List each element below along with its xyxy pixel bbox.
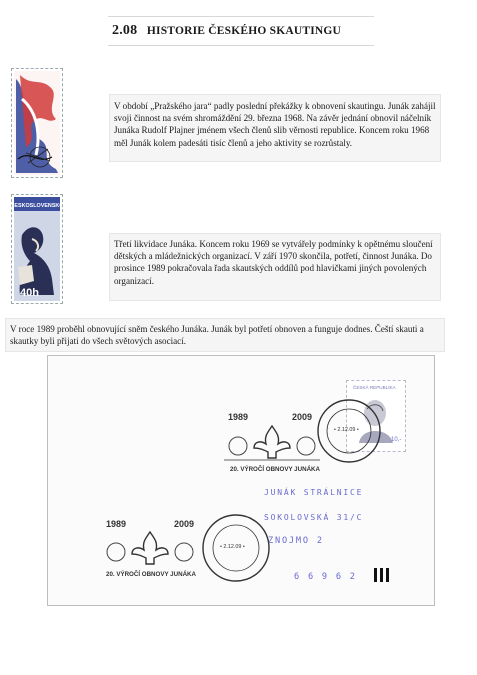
postmark-upper-date: • 2.12.09 • [334, 427, 359, 433]
stamp-40h-value: 40h [20, 287, 39, 299]
address-postcode: 6 6 9 6 2 [294, 572, 357, 582]
fleur-de-lis-icon [102, 528, 198, 568]
cancel-1-year-left: 1989 [228, 412, 249, 422]
code-bar [380, 568, 383, 582]
section-2-text: Třetí likvidace Junáka. Koncem roku 1969 se vytvářely podmínky k opětnému sloučení dětských a mládežnických organizací. V září 1970 skončila, potřetí, činnost Junáka. Do prosince 1989 pokračovala řada skautských oddílů pod hlavičkami jiných povolených organizací. [114, 239, 433, 286]
section-3-text: V roce 1989 proběhl obnovující sněm českého Junáka. Junák byl potřetí obnoven a funguje dodnes. Čeští skauti a skautky byli přijati do všech světových asociací. [10, 324, 424, 347]
stamp-40h-country: ČESKOSLOVENSKO [12, 203, 62, 209]
code-bar [386, 568, 389, 582]
cancel-2-caption: 20. VÝROČÍ OBNOVY JUNÁKA [106, 571, 196, 578]
section-1-text: V období „Pražského jara“ padly poslední překážky k obnovení skautingu. Junák zahájil svoji činnost na svém shromáždění 29. března 1968. Na závěr jednání obnovil náčelník Junáka Rudolf Plajner jménem všech členů slib věrnosti republice. Koncem roku 1968 měl Junák kolem padesáti tisíc členů a jeho aktivity se rozrůstaly. [114, 101, 436, 148]
code-bar [374, 568, 377, 582]
cancel-2-year-right: 2009 [174, 519, 195, 529]
cover-stamp-value: 10,- [391, 437, 402, 443]
postal-cover [47, 355, 435, 606]
postmark-lower-date: • 2.12.09 • [220, 544, 245, 550]
cancel-1-caption: 20. VÝROČÍ OBNOVY JUNÁKA [230, 466, 320, 473]
stamp-1968-image [12, 69, 62, 177]
stamp-1968 [11, 68, 63, 178]
address-line-2: SOKOLOVSKÁ 31/C [264, 513, 364, 522]
stamp-40h-image [12, 195, 62, 303]
page-title [112, 22, 372, 42]
cancel-2-year-left: 1989 [106, 519, 127, 529]
cancel-1-year-right: 2009 [292, 412, 313, 422]
address-line-3: ZNOJMO 2 [268, 536, 324, 546]
address-line-1: JUNÁK STRÁLNICE [264, 488, 364, 497]
page-number: 2.08 [112, 23, 138, 38]
fleur-de-lis-icon [224, 422, 320, 462]
title-overline [108, 16, 374, 17]
title-underline [108, 45, 374, 46]
cover-stamp-country: ČESKÁ REPUBLIKA [353, 385, 396, 390]
page-heading: HISTORIE ČESKÉHO SKAUTINGU [146, 25, 342, 37]
stamp-40h [11, 194, 63, 304]
